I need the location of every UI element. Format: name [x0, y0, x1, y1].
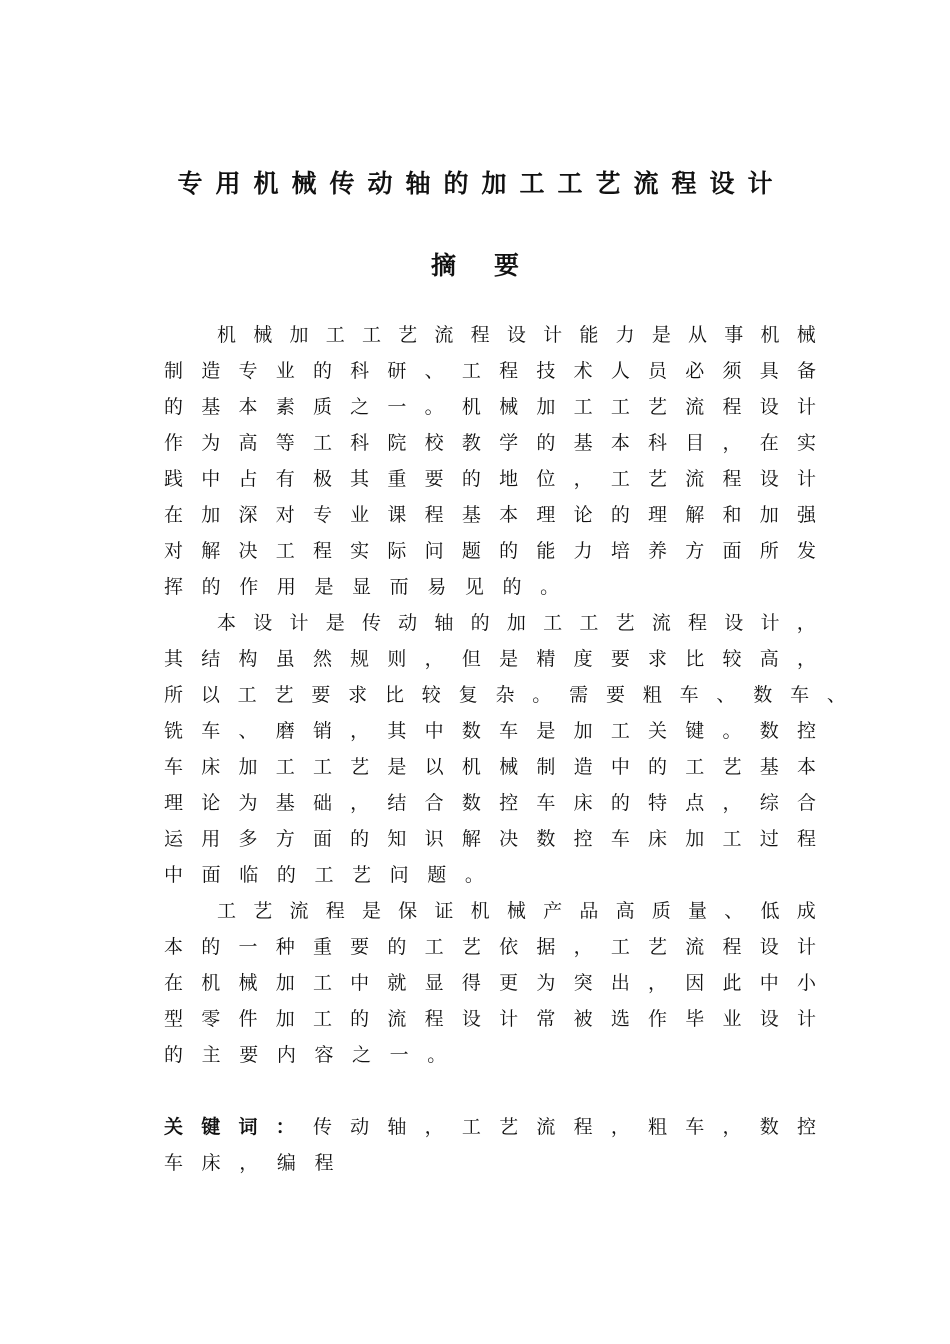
- text-line: 理 论 为 基 础 ， 结 合 数 控 车 床 的 特 点 ， 综 合: [164, 792, 816, 814]
- text-line: 挥 的 作 用 是 显 而 易 见 的 。: [164, 576, 560, 598]
- text-line: 对 解 决 工 程 实 际 问 题 的 能 力 培 养 方 面 所 发: [164, 540, 816, 562]
- keywords-line: 关 键 词 ： 传 动 轴 ， 工 艺 流 程 ， 粗 车 ， 数 控: [164, 1116, 816, 1138]
- text-line: 其 结 构 虽 然 规 则 ， 但 是 精 度 要 求 比 较 高 ，: [164, 648, 816, 670]
- text-line: 在 机 械 加 工 中 就 显 得 更 为 突 出 ， 因 此 中 小: [164, 972, 816, 994]
- text-line: 工 艺 流 程 是 保 证 机 械 产 品 高 质 量 、 低 成: [217, 900, 816, 922]
- keywords-block: [164, 1109, 816, 1181]
- text-line: 在 加 深 对 专 业 课 程 基 本 理 论 的 理 解 和 加 强: [164, 504, 816, 526]
- text-line: 型 零 件 加 工 的 流 程 设 计 常 被 选 作 毕 业 设 计: [164, 1008, 816, 1030]
- text-line: 制 造 专 业 的 科 研 、 工 程 技 术 人 员 必 须 具 备: [164, 360, 816, 382]
- text-line: 所 以 工 艺 要 求 比 较 复 杂 。 需 要 粗 车 、 数 车 、: [164, 684, 846, 706]
- text-line: 中 面 临 的 工 艺 问 题 。: [164, 864, 484, 886]
- text-line: 运 用 多 方 面 的 知 识 解 决 数 控 车 床 加 工 过 程: [164, 828, 816, 850]
- text-line: 的 基 本 素 质 之 一 。 机 械 加 工 工 艺 流 程 设 计: [164, 396, 816, 418]
- document-title: 专用机械传动轴的加工工艺流程设计: [177, 169, 786, 198]
- text-line: 铣 车 、 磨 销 ， 其 中 数 车 是 加 工 关 键 。 数 控: [164, 720, 816, 742]
- keywords-list-continued: 车 床 ， 编 程: [164, 1152, 334, 1174]
- text-line: 车 床 加 工 工 艺 是 以 机 械 制 造 中 的 工 艺 基 本: [164, 756, 816, 778]
- text-line: 的 主 要 内 容 之 一 。: [164, 1044, 447, 1066]
- text-line: 践 中 占 有 极 其 重 要 的 地 位 ， 工 艺 流 程 设 计: [164, 468, 816, 490]
- text-line: 机 械 加 工 工 艺 流 程 设 计 能 力 是 从 事 机 械: [217, 324, 816, 346]
- abstract-heading: 摘要: [430, 251, 557, 280]
- text-line: 本 的 一 种 重 要 的 工 艺 依 据 ， 工 艺 流 程 设 计: [164, 936, 816, 958]
- abstract-body: [164, 317, 846, 1073]
- text-line: 作 为 高 等 工 科 院 校 教 学 的 基 本 科 目 ， 在 实: [164, 432, 816, 454]
- text-line: 本 设 计 是 传 动 轴 的 加 工 工 艺 流 程 设 计 ，: [217, 612, 816, 634]
